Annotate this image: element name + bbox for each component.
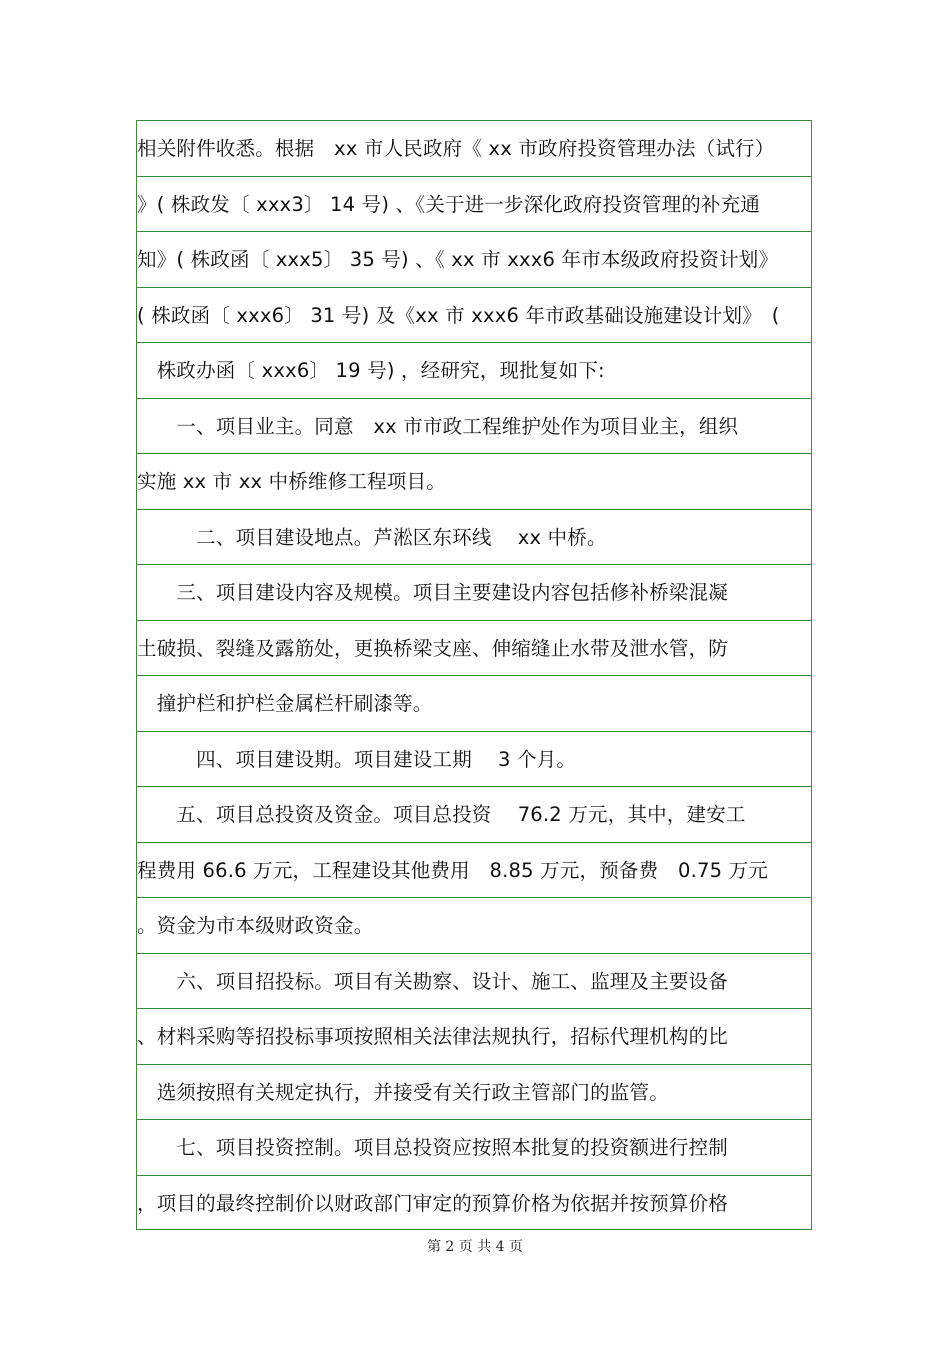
text-line: 》( 株政发〔 xxx3〕 14 号) 、《关于进一步深化政府投资管理的补充通 — [137, 177, 811, 233]
text-line: 六、项目招投标。项目有关勘察、设计、施工、监理及主要设备 — [137, 954, 811, 1010]
text-line: 四、项目建设期。项目建设工期 3 个月。 — [137, 732, 811, 788]
page-number-footer: 第 2 页 共 4 页 — [426, 1239, 524, 1255]
text-line: 七、项目投资控制。项目总投资应按照本批复的投资额进行控制 — [137, 1120, 811, 1176]
text-line: 一、项目业主。同意 xx 市市政工程维护处作为项目业主，组织 — [137, 399, 811, 455]
text-line: 三、项目建设内容及规模。项目主要建设内容包括修补桥梁混凝 — [137, 565, 811, 621]
ruled-text-area — [136, 120, 812, 1230]
text-line: 实施 xx 市 xx 中桥维修工程项目。 — [137, 454, 811, 510]
text-line: 二、项目建设地点。芦淞区东环线 xx 中桥。 — [137, 510, 811, 566]
text-line: 土破损、裂缝及露筋处，更换桥梁支座、伸缩缝止水带及泄水管，防 — [137, 621, 811, 677]
text-line: 撞护栏和护栏金属栏杆刷漆等。 — [137, 676, 811, 732]
text-line: 、材料采购等招投标事项按照相关法律法规执行，招标代理机构的比 — [137, 1009, 811, 1065]
text-line: ( 株政函〔 xxx6〕 31 号) 及《xx 市 xxx6 年市政基础设施建设计划》 ( — [137, 288, 811, 344]
text-line: 相关附件收悉。根据 xx 市人民政府《 xx 市政府投资管理办法（试行） — [137, 121, 811, 177]
text-line: 选须按照有关规定执行，并接受有关行政主管部门的监管。 — [137, 1065, 811, 1121]
text-line: 知》( 株政函〔 xxx5〕 35 号) 、《 xx 市 xxx6 年市本级政府投资计划》 — [137, 232, 811, 288]
text-line: 。资金为市本级财政资金。 — [137, 898, 811, 954]
text-line: 五、项目总投资及资金。项目总投资 76.2 万元，其中，建安工 — [137, 787, 811, 843]
text-line: 株政办函〔 xxx6〕 19 号) ，经研究，现批复如下: — [137, 343, 811, 399]
text-line: 程费用 66.6 万元，工程建设其他费用 8.85 万元，预备费 0.75 万元 — [137, 843, 811, 899]
text-line: ，项目的最终控制价以财政部门审定的预算价格为依据并按预算价格 — [137, 1191, 729, 1215]
